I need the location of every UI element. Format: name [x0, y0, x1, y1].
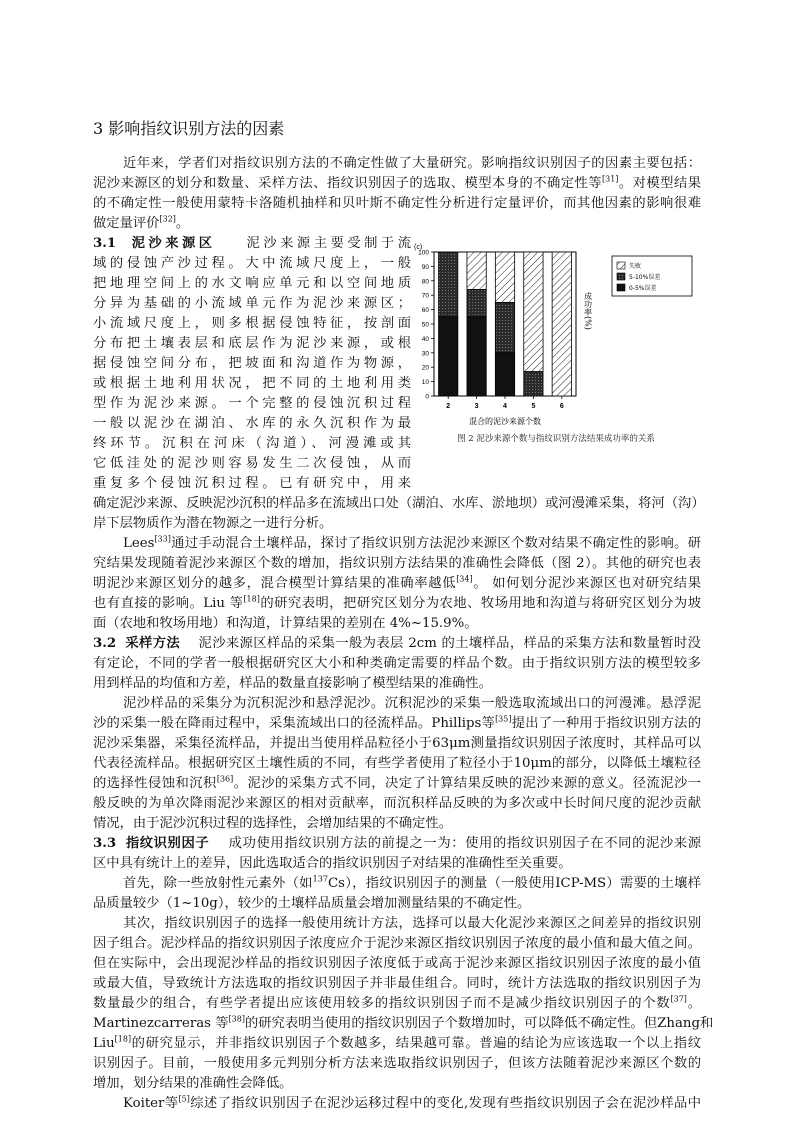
text-span: 沙的采集一般在降雨过程中，采集流域出口的径流样品。Phillips等	[93, 716, 496, 731]
text-line: 究结果发现随着泥沙来源区个数的增加，指纹识别方法结果的准确性会降低（图 2）。其他的研究也表	[93, 556, 701, 571]
text-line	[93, 714, 701, 734]
text-line: 用到样品的均值和方差，样品的数量直接影响了模型结果的准确性。	[93, 676, 492, 691]
text-line: 把地理空间上的水文响应单元和以空间地质	[93, 276, 411, 291]
text-line: 或根据土地利用状况，把不同的土地利用类	[93, 376, 411, 391]
subsection-title: 采样方法	[125, 636, 181, 651]
text-span: Liu	[93, 1036, 115, 1051]
bar-segment	[495, 252, 514, 302]
text-span: 成功使用指纹识别方法的前提之一为：使用的指纹识别因子在不同的泥沙来源	[228, 836, 702, 851]
y-axis-label: 成功率(%)	[583, 292, 593, 330]
text-span: Cs），指纹识别因子的测量（一般使用ICP-MS）需要的土壤样	[327, 876, 702, 891]
text-span: 数量最少的组合，有些学者提出应该使用较多的指纹识别因子而不是减少指纹识别因子的个数	[93, 996, 671, 1011]
subsection-number: 3.1	[93, 236, 117, 251]
citation: [35]	[495, 714, 512, 724]
y-tick-label: 90	[421, 263, 429, 271]
y-tick-label: 10	[421, 379, 429, 387]
text-line	[93, 874, 701, 894]
x-tick-label: 5	[531, 403, 536, 410]
text-span: 泥沙来源主要受制于流	[246, 236, 412, 251]
legend-label: 失败	[629, 263, 642, 270]
figure-2	[396, 238, 716, 458]
text-span: 。	[175, 216, 190, 231]
text-span: 提出了一种用于指纹识别方法的	[511, 716, 702, 731]
x-tick-label: 6	[559, 403, 564, 410]
bar-segment	[467, 289, 486, 316]
y-tick-label: 20	[421, 364, 429, 372]
text-span: 的不确定性一般使用蒙特卡洛随机抽样和贝叶斯不确定性分析进行定量评价，而其他因素的影响很难	[93, 196, 701, 211]
text-line: 识别因子。目前，一般使用多元判别分析方法来选取指纹识别因子，但该方法随着泥沙来源区个数的	[93, 1056, 701, 1071]
text-line	[93, 1094, 701, 1114]
text-line	[93, 214, 189, 234]
citation: [32]	[159, 214, 176, 224]
text-span: 的研究表明当使用的指纹识别因子个数增加时，可以降低不确定性。但Zhang和	[244, 1016, 714, 1031]
y-tick-label: 70	[421, 292, 429, 300]
text-line: 其次，指纹识别因子的选择一般使用统计方法，选择可以最大化泥沙来源区之间差异的指纹识别	[123, 916, 701, 931]
isotope-mass: 137	[312, 874, 328, 884]
bar-segment	[495, 302, 514, 352]
bar-segment	[552, 252, 571, 396]
text-line	[93, 994, 701, 1014]
subsection-line	[93, 234, 411, 254]
text-span: 。	[686, 996, 702, 1011]
citation: [33]	[154, 534, 171, 544]
citation: [34]	[456, 574, 473, 584]
citation: [5]	[178, 1094, 190, 1104]
text-line: 般反映的为单次降雨泥沙来源区的相对贡献率，而沉积样品反映的为多次或中长时间尺度的泥沙贡献	[93, 796, 701, 811]
text-line: 或最大值，导致统计方法选取的指纹识别因子并非最佳组合。同时，统计方法选取的指纹识别因子为	[93, 976, 701, 991]
text-span: 泥沙来源区的划分和数量、采样方法、指纹识别因子的选取、模型本身的不确定性等	[93, 176, 603, 191]
text-span: Martinezcarreras 等	[93, 1016, 229, 1031]
legend-swatch	[617, 273, 625, 280]
text-line: 代表径流样品。根据研究区土壤性质的不同，有些学者使用了粒径小于10μm的部分，以降低土壤粒径	[93, 756, 701, 771]
text-line: 但在实际中，会出现泥沙样品的指纹识别因子浓度低于或高于泥沙来源区指纹识别因子浓度的最小值	[93, 956, 701, 971]
legend-swatch	[617, 284, 625, 291]
legend-label: 0-5%误差	[629, 285, 657, 292]
text-line	[93, 1014, 714, 1034]
y-tick-label: 80	[421, 278, 429, 286]
citation: [36]	[216, 774, 234, 784]
citation: [38]	[228, 1014, 245, 1024]
text-line: 泥沙样品的采集分为沉积泥沙和悬浮泥沙。沉积泥沙的采集一般选取流域出口的河漫滩。悬浮泥	[123, 696, 701, 711]
bar-segment	[524, 252, 543, 372]
subsection-number: 3.2	[93, 636, 117, 651]
text-line: 分异为基础的小流域单元作为泥沙来源区；	[93, 296, 411, 311]
text-line	[93, 154, 701, 174]
subsection-line	[93, 834, 701, 854]
x-tick-label: 3	[474, 403, 479, 410]
text-line: 它低洼处的泥沙则容易发生二次侵蚀，从而	[93, 456, 411, 471]
text-span: 近年来，学者们对指纹识别方法的不确定性做了大量研究。影响指纹识别因子的因素主要包括：	[123, 156, 701, 171]
text-line: 确定泥沙来源、反映泥沙沉积的样品多在流域出口处（湖泊、水库、淤地坝）或河漫滩采集，将河（沟）	[93, 496, 705, 511]
y-tick-label: 40	[421, 335, 429, 343]
text-span: 首先，除一些放射性元素外（如	[123, 876, 313, 891]
text-span: Koiter等	[123, 1096, 179, 1111]
text-span: 泥沙来源区样品的采集一般为表层 2cm 的土壤样品，样品的采集方法和数量暂时没	[198, 636, 701, 651]
text-span: 做定量评价	[93, 216, 160, 231]
text-span: 的研究显示，并非指纹识别因子个数越多，结果越可靠。普遍的结论为应该选取一个以上指纹	[131, 1036, 701, 1051]
text-line	[93, 774, 701, 794]
bar-segment	[467, 317, 486, 396]
y-tick-label: 50	[421, 321, 429, 329]
x-axis-label: 混合的泥沙来源个数	[469, 417, 541, 426]
y-tick-label: 30	[421, 350, 429, 358]
citation: [18]	[114, 1034, 132, 1044]
text-line	[93, 1034, 701, 1054]
text-span: 的研究表明，把研究区划分为农地、牧场用地和沟道与将研究区划分为坡	[259, 596, 702, 611]
subsection-title: 指纹识别因子	[125, 836, 210, 851]
bar-segment	[524, 372, 543, 396]
text-span: 。对模型结果	[618, 176, 701, 191]
text-line: 有定论，不同的学者一般根据研究区大小和种类确定需要的样品个数。由于指纹识别方法的模型较多	[93, 656, 701, 671]
text-line: 域的侵蚀产沙过程。大中流域尺度上，一般	[93, 256, 411, 271]
panel-label: (c)	[414, 244, 423, 251]
text-line	[93, 534, 701, 554]
text-span: 综述了指纹识别因子在泥沙运移过程中的变化,发现有些指纹识别因子会在泥沙样品中	[189, 1096, 702, 1111]
subsection-line	[93, 634, 701, 654]
text-line: 区中具有统计上的差异，因此选取适合的指纹识别因子对结果的准确性至关重要。	[93, 856, 572, 871]
subsection-title: 泥沙来源区	[131, 236, 216, 251]
text-line: 终环节。沉积在河床（沟道）、河漫滩或其	[93, 436, 411, 451]
citation: [31]	[602, 174, 619, 184]
text-span: 。 如何划分泥沙来源区也对研究结果	[472, 576, 702, 591]
text-line: 增加，划分结果的准确性会降低。	[93, 1076, 293, 1091]
y-tick-label: 0	[425, 393, 429, 401]
citation: [37]	[670, 994, 687, 1004]
figure-caption: 图 2 泥沙来源个数与指纹识别方法结果成功率的关系	[457, 434, 655, 444]
bar-segment	[439, 252, 458, 317]
text-line	[93, 194, 701, 214]
x-tick-label: 2	[446, 403, 451, 410]
text-line: 据侵蚀空间分布，把坡面和沟道作为物源，	[93, 356, 411, 371]
bar-segment	[467, 252, 486, 289]
citation: [18]	[243, 594, 260, 604]
text-line: 情况，由于泥沙沉积过程的选择性，会增加结果的不确定性。	[93, 816, 453, 831]
bar-segment	[439, 317, 458, 396]
text-line	[93, 174, 701, 194]
text-span: 通过手动混合土壤样品，探讨了指纹识别方法泥沙来源区个数对结果不确定性的影响。研	[170, 536, 701, 551]
text-span: Lees	[123, 536, 155, 551]
y-tick-label: 100	[418, 249, 429, 257]
stacked-bar-chart	[396, 238, 716, 428]
text-line: 品质量较少（1~10g），较少的土壤样品质量会增加测量结果的不确定性。	[93, 896, 531, 911]
text-line: 因子组合。泥沙样品的指纹识别因子浓度应介于泥沙来源区指纹识别因子浓度的最小值和最大值之间。	[93, 936, 701, 951]
text-line: 一般以泥沙在湖泊、水库的永久沉积作为最	[93, 416, 411, 431]
text-span: 的选择性侵蚀和沉积	[93, 776, 217, 791]
text-line: 型作为泥沙来源。一个完整的侵蚀沉积过程	[93, 396, 411, 411]
text-span: 。泥沙的采集方式不同，决定了计算结果反映的泥沙来源的意义。径流泥沙一	[233, 776, 702, 791]
text-line: 分布把土壤表层和底层作为泥沙来源，或根	[93, 336, 411, 351]
legend-swatch	[617, 262, 625, 269]
x-tick-label: 4	[503, 403, 507, 410]
text-span: 明泥沙来源区划分的越多，混合模型计算结果的准确率越低	[93, 576, 457, 591]
text-line: 重复多个侵蚀沉积过程。已有研究中，用来	[93, 476, 411, 491]
text-line: 泥沙采集器，采集径流样品，并提出当使用样品粒径小于63μm测量指纹识别因子浓度时，其样品可以	[93, 736, 701, 751]
section-title: 3 影响指纹识别方法的因素	[93, 119, 285, 138]
legend-label: 5-10%误差	[629, 274, 661, 281]
bar-segment	[495, 353, 514, 396]
text-span: 也有直接的影响。Liu 等	[93, 596, 244, 611]
subsection-number: 3.3	[93, 836, 117, 851]
y-tick-label: 60	[421, 307, 429, 315]
text-line: 小流域尺度上，则多根据侵蚀特征，按剖面	[93, 316, 411, 331]
text-line	[93, 574, 701, 594]
text-line: 面（农地和牧场用地）和沟道，计算结果的差别在 4%~15.9%。	[93, 616, 478, 631]
text-line: 岸下层物质作为潜在物源之一进行分析。	[93, 516, 333, 531]
text-line	[93, 594, 701, 614]
